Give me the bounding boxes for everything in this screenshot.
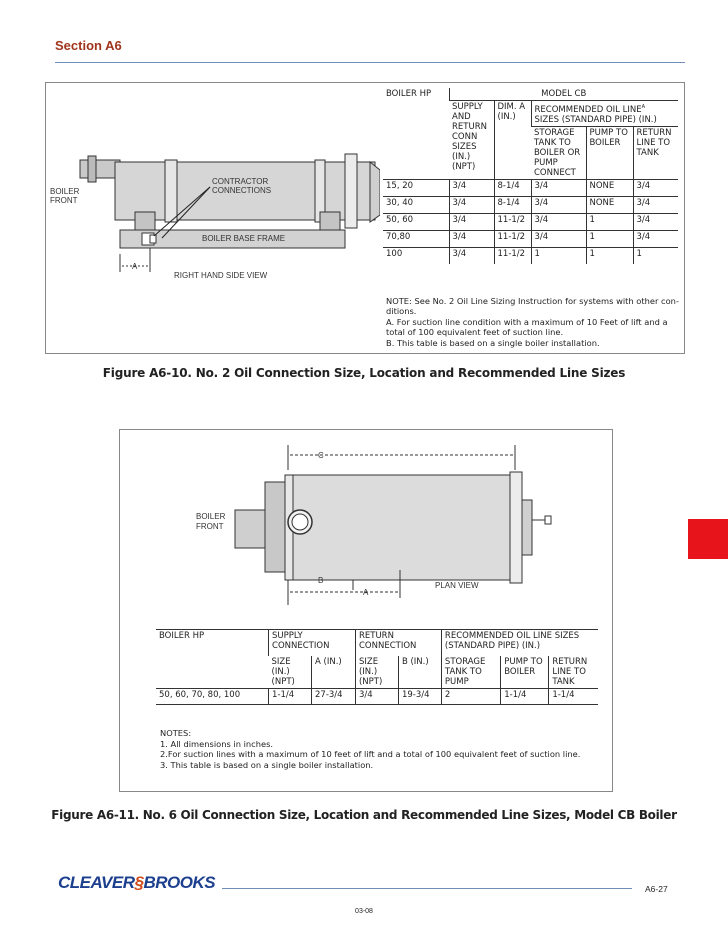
- revision-date: 03-08: [355, 908, 373, 915]
- col-supply-return: SUPPLY AND RETURN CONN SIZES (IN.) (NPT): [452, 102, 487, 172]
- note-line: B. This table is based on a single boiler installation.: [386, 337, 600, 348]
- contractor-label-2: CONNECTIONS: [212, 186, 272, 195]
- col-supply-connection: SUPPLY CONNECTION: [269, 630, 356, 656]
- table-row: 50, 60, 70, 80, 100 1-1/4 27-3/4 3/4 19-3/4 2 1-1/4 1-1/4: [156, 688, 598, 704]
- header-divider: [55, 62, 685, 63]
- boiler-side-view-diagram: [50, 140, 380, 285]
- col-dim-a: DIM. A (IN.): [494, 101, 531, 180]
- section-tab-marker: [688, 519, 728, 559]
- col-dim-b: B (IN.): [398, 656, 441, 689]
- boiler-front-label-1: BOILER: [50, 187, 80, 196]
- col-return-size: SIZE (IN.) (NPT): [355, 656, 398, 689]
- table-row: 100 3/4 11-1/2 1 1 1: [383, 247, 678, 264]
- note-line: NOTE: See No. 2 Oil Line Sizing Instruction for systems with other con- ditions.: [386, 296, 679, 317]
- boiler-front-label-1: BOILER: [196, 512, 226, 521]
- note-line: A. For suction line condition with a maximum of 10 Feet of lift and a total of 100 equivalent feet of suction line.: [386, 316, 668, 338]
- col-return: RETURN LINE TO TANK: [633, 126, 678, 179]
- note-line: 2.For suction lines with a maximum of 10 feet of lift and a total of 100 equivalent feet of suction line.: [160, 749, 581, 760]
- note-line: NOTES:: [160, 728, 192, 738]
- col-pump: PUMP TO BOILER: [586, 126, 633, 179]
- flame-icon: §: [134, 873, 144, 892]
- col-storage: STORAGE TANK TO BOILER OR PUMP CONNECT: [531, 126, 586, 179]
- col-storage: STORAGE TANK TO PUMP: [441, 656, 500, 689]
- col-pump: PUMP TO BOILER: [501, 656, 549, 689]
- col-supply-size: SIZE (IN.) (NPT): [271, 656, 295, 687]
- oil-connection-table-no6: [156, 629, 598, 705]
- view-label: PLAN VIEW: [435, 581, 479, 590]
- model-cb-header: MODEL CB: [449, 88, 678, 101]
- dim-b-label: B: [318, 576, 324, 585]
- dim-a-label: A: [363, 588, 369, 597]
- cleaver-brooks-logo: CLEAVER§BROOKS: [58, 873, 216, 892]
- oil-connection-table-no2: [383, 88, 678, 264]
- figure-a6-11-caption: Figure A6-11. No. 6 Oil Connection Size, Location and Recommended Line Sizes, Model CB Boiler: [51, 808, 677, 822]
- figure-a6-10-caption: Figure A6-10. No. 2 Oil Connection Size, Location and Recommended Line Sizes: [102, 366, 626, 380]
- table-row: 50, 60 3/4 11-1/2 3/4 1 3/4: [383, 213, 678, 230]
- col-recommended: RECOMMENDED OIL LINE SIZES (STANDARD PIPE) (IN.): [441, 630, 598, 656]
- footer-divider: [222, 888, 632, 889]
- col-boiler-hp: BOILER HP: [386, 89, 432, 99]
- boiler-front-label-2: FRONT: [50, 196, 78, 205]
- rear-nozzle: [80, 160, 120, 178]
- dim-c-label: C: [318, 451, 324, 460]
- col-return-line: RETURN LINE TO TANK: [549, 656, 598, 689]
- table-row: 70,80 3/4 11-1/2 3/4 1 3/4: [383, 230, 678, 247]
- table-row: 15, 20 3/4 8-1/4 3/4 NONE 3/4: [383, 179, 678, 196]
- plan-boiler-shell: [285, 475, 520, 580]
- section-title: Section A6: [55, 38, 122, 53]
- boiler-plan-view-diagram: [190, 440, 570, 605]
- page-number: A6-27: [645, 884, 668, 894]
- note-line: 3. This table is based on a single boiler installation.: [160, 759, 374, 770]
- col-boiler-hp: BOILER HP: [156, 630, 269, 689]
- note-line: 1. All dimensions in inches.: [160, 738, 274, 749]
- table-notes-no2: [386, 296, 680, 348]
- dim-a-label: A: [132, 262, 138, 271]
- table-notes-no6: [160, 728, 580, 770]
- table-row: 30, 40 3/4 8-1/4 3/4 NONE 3/4: [383, 196, 678, 213]
- view-label: RIGHT HAND SIDE VIEW: [174, 271, 268, 280]
- contractor-label-1: CONTRACTOR: [212, 177, 269, 186]
- base-frame-label: BOILER BASE FRAME: [202, 234, 286, 243]
- col-return-connection: RETURN CONNECTION: [355, 630, 441, 656]
- col-recommended: RECOMMENDED OIL $LINE^A$ SIZES (STANDARD PIPE) (IN.): [531, 101, 678, 127]
- col-dim-a: A (IN.): [312, 656, 356, 689]
- boiler-front-label-2: FRONT: [196, 522, 224, 531]
